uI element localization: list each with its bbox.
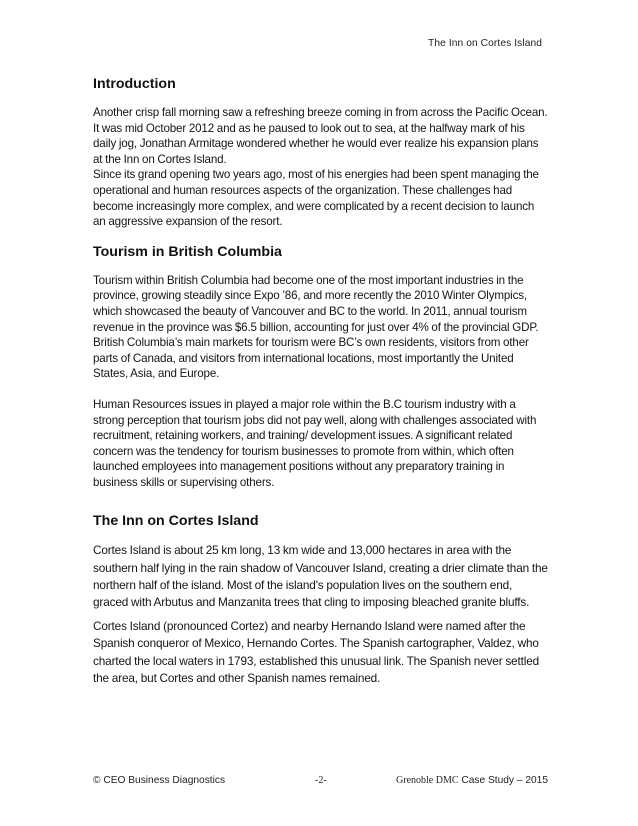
page-body — [93, 75, 548, 687]
footer-institution: Grenoble DMC — [396, 775, 459, 786]
footer-copyright: © CEO Business Diagnostics — [93, 775, 226, 786]
paragraph: Since its grand opening two years ago, most of his energies had been spent managing the operational and human resources aspects of the organization. These challenges had become increasingly more complex, and were complicated by a recent decision to launch an aggressive expansion of the resort. — [93, 168, 539, 229]
section-inn-cortes-island — [93, 512, 548, 687]
paragraph: Human Resources issues in played a major role within the B.C tourism industry with a strong perception that tourism jobs did not pay well, along with challenges associated with recruitment, retaining workers, and training/ development issues. A significant related concern was the tendency for tourism businesses to promote from within, which often launched employees into management positions without any preparatory training in business skills or supervising others. — [93, 397, 537, 489]
footer-case-study — [396, 775, 548, 786]
paragraph: Tourism within British Columbia had become one of the most important industries in the province, growing steadily since Expo ’86, and more recently the 2010 Winter Olympics, which showcased the beauty of Vancouver and BC to the world. In 2011, annual tourism revenue in the province was $6.5 billion, accounting for just over 4% of the provincial GDP. British Columbia’s main markets for tourism were BC’s own residents, visitors from other parts of Canada, and visitors from international locations, most importantly the United States, Asia, and Europe. — [93, 273, 539, 381]
section-tourism-bc — [93, 243, 548, 491]
running-header: The Inn on Cortes Island — [428, 38, 542, 49]
section-heading: Tourism in British Columbia — [93, 243, 282, 260]
paragraph: Another crisp fall morning saw a refreshing breeze coming in from across the Pacific Ocean. It was mid October 2012 and as he paused to look out to sea, at the halfway mark of his daily jog, Jonathan Armitage wondered whether he would ever realize his expansion plans at the Inn on Cortes Island. — [93, 106, 548, 166]
footer-case-study-label: Case Study – 2015 — [458, 775, 548, 786]
paragraph: Cortes Island (pronounced Cortez) and nearby Hernando Island were named after the Spanish conqueror of Mexico, Hernando Cortes. The Spanish cartographer, Valdez, who charted the local waters in 1793, established this unusual link. The Spanish never settled the area, but Cortes and other Spanish names remained. — [93, 619, 540, 685]
section-heading: The Inn on Cortes Island — [93, 513, 259, 530]
section-introduction — [93, 75, 548, 230]
page-number: -2- — [315, 775, 327, 786]
section-heading: Introduction — [93, 76, 176, 92]
paragraph: Cortes Island is about 25 km long, 13 km wide and 13,000 hectares in area with the southern half lying in the rain shadow of Vancouver Island, creating a drier climate than the northern half of the island. Most of the island's population lives on the southern end, graced with Arbutus and Manzanita trees that cling to imposing bleached granite bluffs. — [93, 543, 548, 610]
